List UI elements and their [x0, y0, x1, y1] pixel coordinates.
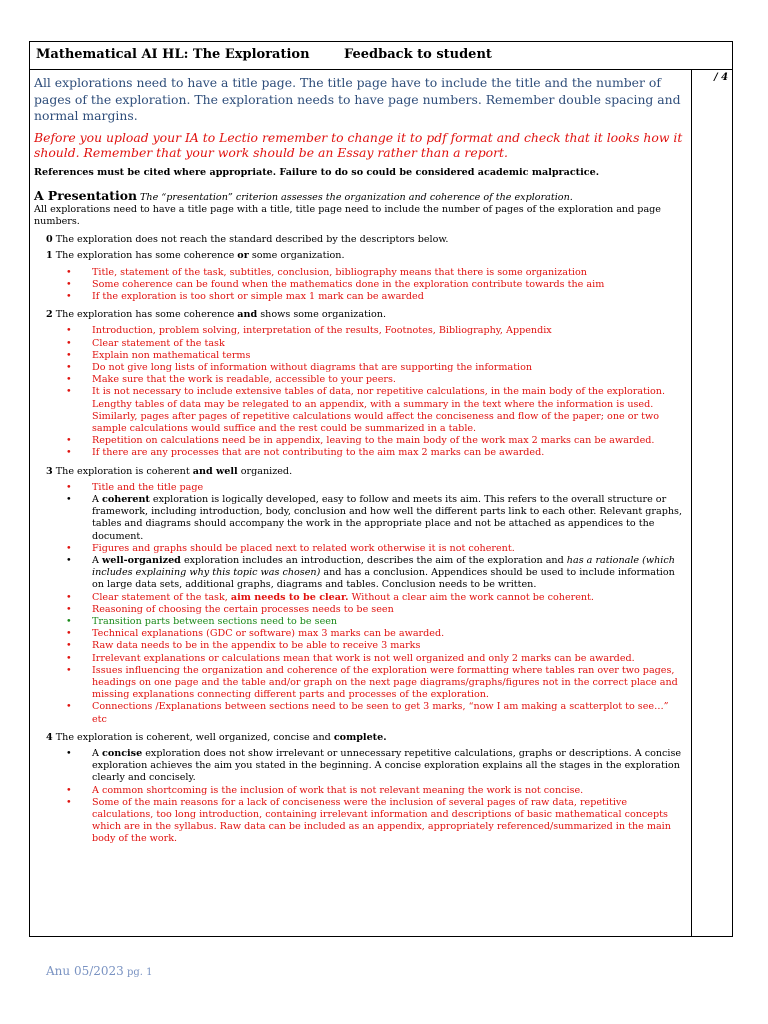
bullet-icon: •	[66, 290, 72, 302]
list-item: • If there are any processes that are not contributing to the aim max 2 marks can be awarded.	[66, 447, 545, 459]
bullet-icon: •	[66, 664, 72, 676]
score-field: / 4	[714, 72, 729, 83]
list-item: • Do not give long lists of information without diagrams that are supporting the information	[66, 361, 533, 373]
level-text: The exploration	[52, 465, 136, 477]
references-note: References must be cited where appropriate. Failure to do so could be considered academic malpractice.	[34, 166, 600, 178]
bullet-icon: •	[66, 435, 72, 447]
bullet-icon: •	[66, 554, 72, 566]
list-item: • If the exploration is too short or simple max 1 mark can be awarded	[66, 290, 424, 302]
level-3	[46, 466, 684, 478]
bullet-icon: •	[66, 325, 72, 337]
intro-title-page: All explorations need to have a title page. The title page have to include the title and the number of pages of the exploration. The exploration needs to have page numbers. Remember double spacing and normal margins.	[34, 75, 681, 123]
list-item: • Explain non mathematical terms	[66, 349, 251, 361]
footer-author: Anu 05/2023	[46, 964, 124, 978]
level-2-list	[34, 325, 684, 459]
list-item: • Clear statement of the task	[66, 337, 225, 349]
list-item: • Irrelevant explanations or calculations mean that work is not well organized and only 2 marks can be awarded.	[66, 652, 635, 664]
level-text: is coherent	[135, 465, 193, 477]
list-item: • Title, statement of the task, subtitles, conclusion, bibliography means that there is some organization	[66, 266, 587, 278]
level-keyword: and	[237, 309, 258, 321]
list-item: • Figures and graphs should be placed next to related work otherwise it is not coherent.	[66, 542, 515, 554]
level-text: The exploration has some coherence	[52, 250, 238, 262]
list-item: • Repetition on calculations need be in appendix, leaving to the main body of the work max 2 marks can be awarded.	[66, 435, 655, 447]
bullet-icon: •	[66, 796, 72, 808]
criterion-description: The “presentation” criterion assesses the organization and coherence of the exploration.	[136, 191, 573, 203]
bullet-icon: •	[66, 628, 72, 640]
bullet-icon: •	[66, 542, 72, 554]
page-footer	[46, 964, 153, 978]
column-divider	[691, 69, 692, 936]
level-2	[46, 309, 684, 321]
bullet-icon: •	[66, 603, 72, 615]
level-text: The exploration does not reach the standard described by the descriptors below.	[52, 234, 449, 246]
list-item: • A concise exploration does not show irrelevant or unnecessary repetitive calculations, graphs or descriptions. A concise exploration achieves the aim you stated in the beginning. A concise exploration explains all the stages in the exploration clearly and concisely.	[66, 748, 682, 784]
level-number: 4	[46, 731, 53, 743]
list-item: • Connections /Explanations between sections need to be seen to get 3 marks, “now I am making a scatterplot to see…” etc	[66, 701, 669, 725]
list-item: • Raw data needs to be in the appendix to be able to receive 3 marks	[66, 640, 421, 652]
page-number: pg. 1	[123, 967, 153, 978]
bullet-icon: •	[66, 349, 72, 361]
level-3-list	[34, 482, 684, 726]
level-keyword: and well	[192, 465, 238, 477]
level-4-list	[34, 748, 684, 846]
bullet-icon: •	[66, 748, 72, 760]
list-item: • It is not necessary to include extensive tables of data, nor repetitive calculations, in the main body of the exploration. Lengthy tables of data may be relegated to an appendix, with a summary in the text where the information is used. Similarly, pages after pages of repetitive calculations would affect the conciseness and flow of the paper; one or two sample calculations would suffice and the rest could be summarized in a table.	[66, 386, 666, 434]
list-item: • A common shortcoming is the inclusion of work that is not relevant meaning the work is not concise.	[66, 784, 584, 796]
level-0	[46, 234, 684, 246]
bullet-icon: •	[66, 374, 72, 386]
list-item: • Technical explanations (GDC or software) max 3 marks can be awarded.	[66, 628, 445, 640]
list-item: • Issues influencing the organization and coherence of the exploration were formatting where tables ran over two pages, headings on one page and the table and/or graph on the next page diagrams/graphs/figures not in the correct place and missing explanations connecting different parts and processes of the exploration.	[66, 664, 678, 701]
bullet-icon: •	[66, 652, 72, 664]
table-header	[30, 42, 732, 70]
bullet-icon: •	[66, 278, 72, 290]
level-number: 2	[46, 309, 53, 321]
feedback-content	[34, 75, 684, 852]
level-text: The exploration has some coherence	[52, 309, 238, 321]
list-item: • Transition parts between sections need to be seen	[66, 616, 338, 627]
level-number: 3	[46, 465, 53, 477]
list-item: • Some of the main reasons for a lack of conciseness were the inclusion of several pages of raw data, repetitive calculations, too long introduction, containing irrelevant information and descriptions of basic mathematical concepts which are in the syllabus. Raw data can be included as an appendix, appropriately referenced/summarized in the main body of the work.	[66, 796, 671, 845]
bullet-icon: •	[66, 493, 72, 505]
list-item: • Make sure that the work is readable, accessible to your peers.	[66, 374, 396, 386]
bullet-icon: •	[66, 386, 72, 398]
level-1-list	[34, 267, 684, 304]
level-4	[46, 732, 684, 744]
level-keyword: or	[237, 250, 249, 262]
feedback-heading: Feedback to student	[344, 47, 492, 62]
bullet-icon: •	[66, 616, 72, 627]
criterion-title: A Presentation	[34, 187, 137, 203]
level-text: shows some organization.	[257, 309, 387, 321]
level-number: 1	[46, 250, 53, 262]
bullet-icon: •	[66, 640, 72, 652]
bullet-icon: •	[66, 266, 72, 278]
list-item: • Introduction, problem solving, interpretation of the results, Footnotes, Bibliography, Appendix	[66, 325, 552, 337]
feedback-table	[29, 41, 733, 937]
presentation-body: All explorations need to have a title page with a title, title page need to include the number of pages of the exploration and page numbers.	[34, 203, 661, 227]
list-item: • A coherent exploration is logically developed, easy to follow and meets its aim. This refers to the overall structure or framework, including introduction, body, conclusion and how well the different parts link to each other. Relevant graphs, tables and diagrams should accompany the work in the appropriate place and not be attached as appendices to the document.	[66, 493, 683, 542]
bullet-icon: •	[66, 591, 72, 603]
bullet-icon: •	[66, 361, 72, 373]
level-text: organized.	[237, 465, 293, 477]
intro-upload-note: Before you upload your IA to Lectio remember to change it to pdf format and check that it looks how it should. Remember that your work should be an Essay rather than a report.	[34, 129, 683, 160]
list-item: • Title and the title page	[66, 481, 204, 493]
list-item: • A well-organized exploration includes an introduction, describes the aim of the exploration and has a rationale (which includes explaining why this topic was chosen) and has a conclusion. Appendices should be used to include information on large data sets, additional graphs, diagrams and tables. Conclusion needs to be written.	[66, 554, 675, 591]
level-number: 0	[46, 234, 53, 246]
bullet-icon: •	[66, 701, 72, 713]
presentation-heading	[34, 189, 684, 204]
level-text: some organization.	[248, 250, 345, 262]
bullet-icon: •	[66, 784, 72, 796]
list-item: • Some coherence can be found when the mathematics done in the exploration contribute towards the aim	[66, 278, 605, 290]
level-1	[46, 250, 684, 262]
document-title: Mathematical AI HL: The Exploration	[36, 47, 310, 62]
level-text: The exploration is coherent, well organized, concise and	[52, 731, 334, 743]
list-item: • Reasoning of choosing the certain processes needs to be seen	[66, 603, 394, 615]
bullet-icon: •	[66, 337, 72, 349]
level-keyword: complete.	[333, 731, 387, 743]
list-item: • Clear statement of the task, aim needs to be clear. Without a clear aim the work cannot be coherent.	[66, 591, 594, 603]
bullet-icon: •	[66, 481, 72, 493]
bullet-icon: •	[66, 447, 72, 459]
